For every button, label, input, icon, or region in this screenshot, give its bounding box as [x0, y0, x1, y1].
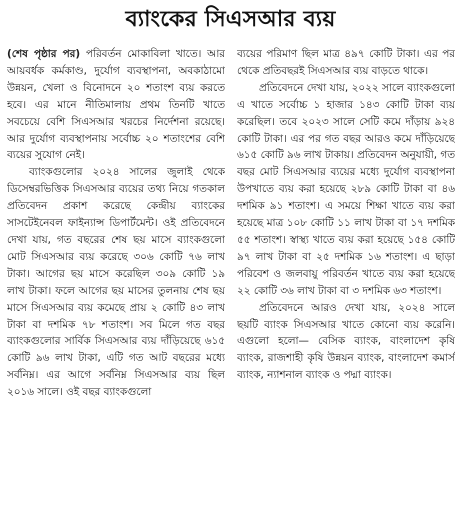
- paragraph: প্রতিবেদনে আরও দেখা যায়, ২০২৪ সালে ছয়টি ব্যাংক সিএসআর খাতে কোনো ব্যয় করেনি। এগুলো হলো— বেসিক ব্যাংক, বাংলাদেশ কৃষি ব্যাংক, রাজশাহী কৃষি উন্নয়ন ব্যাংক, বাংলাদেশ কমার্স ব্যাংক, ন্যাশনাল ব্যাংক ও পদ্মা ব্যাংক।: [237, 301, 455, 382]
- continuation-marker: (শেষ পৃষ্ঠার পর): [7, 48, 81, 60]
- paragraph: প্রতিবেদনে দেখা যায়, ২০২২ সালে ব্যাংকগুলো এ খাতে সর্বোচ্চ ১ হাজার ১৪৩ কোটি টাকা ব্যয় করেছিল। তবে ২০২৩ সালে সেটি কমে দাঁড়ায় ৯২৪ কোটি টাকা। এর পর গত বছর আরও কমে দাঁড়িয়েছে ৬১৫ কোটি ৯৬ লাখ টাকায়। প্রতিবেদন অনুযায়ী, গত বছর মোট সিএসআর ব্যয়ের মধ্যে দুর্যোগ ব্যবস্থাপনা উপখাতে ব্যয় করা হয়েছে ২৮৯ কোটি টাকা বা ৪৬ দশমিক ৯১ শতাংশ। এ সময়ে শিক্ষা খাতে ব্যয় করা হয়েছে মাত্র ১০৮ কোটি ১১ লাখ টাকা বা ১৭ দশমিক ৫৫ শতাংশ। স্বাস্থ্য খাতে ব্যয় করা হয়েছে ১৫৪ কোটি ৯৭ লাখ টাকা বা ২৫ দশমিক ১৬ শতাংশ। এ ছাড়া পরিবেশ ও জলবায়ু পরিবর্তন খাতে ব্যয় করা হয়েছে ২২ কোটি ৩৬ লাখ টাকা বা ৩ দশমিক ৬৩ শতাংশ।: [237, 81, 455, 297]
- left-column: [7, 46, 225, 504]
- right-column: [237, 46, 455, 504]
- paragraph: ব্যাংকগুলোর ২০২৪ সালের জুলাই থেকে ডিসেম্বরভিত্তিক সিএসআর ব্যয়ের তথ্য নিয়ে গতকাল প্রতিবেদন প্রকাশ করেছে কেন্দ্রীয় ব্যাংকের সাসটেইনেবল ফাইন্যান্স ডিপার্টমেন্ট। ওই প্রতিবেদনে দেখা যায়, গত বছরের শেষ ছয় মাসে ব্যাংকগুলো মোট সিএসআর ব্যয় করেছে ৩০৬ কোটি ৭৬ লাখ টাকা। আগের ছয় মাসে করেছিল ৩০৯ কোটি ১৯ লাখ টাকা। ফলে আগের ছয় মাসের তুলনায় শেষ ছয় মাসে সিএসআর ব্যয় কমেছে প্রায় ২ কোটি ৪৩ লাখ টাকা বা দশমিক ৭৮ শতাংশ। সব মিলে গত বছর ব্যাংকগুলোর সার্বিক সিএসআর ব্যয় দাঁড়িয়েছে ৬১৫ কোটি ৯৬ লাখ টাকা, এটি গত আট বছরের মধ্যে সর্বনিম্ন। এর আগে সর্বনিম্ন সিএসআর ব্যয় ছিল ২০১৬ সালে। ওই বছর ব্যাংকগুলো: [7, 166, 225, 399]
- paragraph: ব্যয়ের পরিমাণ ছিল মাত্র ৪৯৭ কোটি টাকা। এর পর থেকে প্রতিবছরই সিএসআর ব্যয় বাড়তে থাকে।: [237, 48, 455, 77]
- paragraph: [7, 46, 225, 164]
- article-headline: ব্যাংকের সিএসআর ব্যয়: [125, 7, 336, 32]
- article-body: [7, 46, 455, 504]
- paragraph-text: পরিবর্তন মোকাবিলা খাতে। আর আয়বর্ধক কর্মকাণ্ড, দুর্যোগ ব্যবস্থাপনা, অবকাঠামো উন্নয়ন, খেলা ও বিনোদনে ২০ শতাংশ ব্যয় করতে হবে। এর মানে নীতিমালায় প্রথম তিনটি খাতে সবচেয়ে বেশি সিএসআর খরচের নির্দেশনা রয়েছে। আর দুর্যোগ ব্যবস্থাপনায় সর্বোচ্চ ২০ শতাংশের বেশি ব্যয়ের সুযোগ নেই।: [7, 48, 225, 162]
